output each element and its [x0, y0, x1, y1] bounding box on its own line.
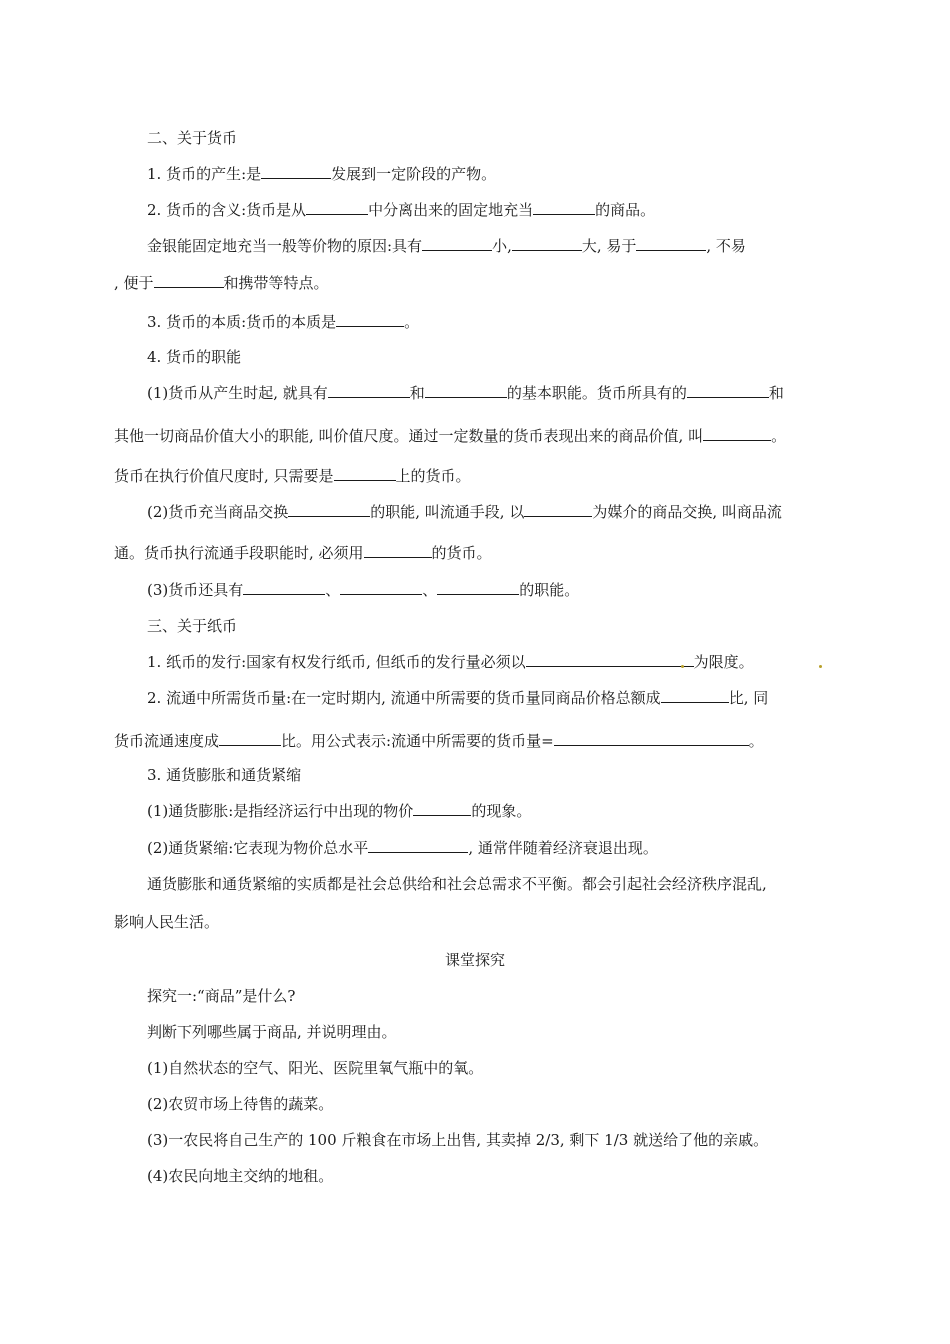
required-money-formula-line: 货币流通速度成 比。用公式表示:流通中所需要的货币量= 。 — [114, 732, 764, 750]
explore-item-1: (1)自然状态的空气、阳光、医院里氧气瓶中的氧。 — [147, 1059, 484, 1077]
blank — [243, 580, 325, 595]
blank — [512, 236, 582, 251]
other-functions-line: (3)货币还具有 、 、 的职能。 — [147, 581, 580, 599]
blank — [437, 580, 519, 595]
stray-dot — [681, 665, 684, 668]
value-measure-line: 其他一切商品价值大小的职能, 叫价值尺度。通过一定数量的货币表现出来的商品价值, 叫 。 — [114, 427, 787, 445]
gold-silver-reason-line: 金银能固定地充当一般等价物的原因:具有 小, 大, 易于 , 不易 — [147, 237, 746, 255]
blank — [368, 838, 468, 853]
explore-instruction: 判断下列哪些属于商品, 并说明理由。 — [147, 1023, 397, 1041]
blank — [306, 200, 368, 215]
basic-functions-line: (1)货币从产生时起, 就具有 和 的基本职能。货币所具有的 和 — [147, 384, 784, 402]
blank — [219, 731, 281, 746]
blank — [636, 236, 706, 251]
section-heading-paper-money: 三、关于纸币 — [147, 617, 238, 635]
explore-item-4: (4)农民向地主交纳的地租。 — [147, 1167, 334, 1185]
money-definition-line: 2. 货币的含义:货币是从 中分离出来的固定地充当 的商品。 — [147, 201, 656, 219]
blank — [661, 688, 729, 703]
money-functions-heading: 4. 货币的职能 — [147, 348, 242, 366]
value-measure-line-2: 货币在执行价值尺度时, 只需要是 上的货币。 — [114, 467, 471, 485]
blank — [524, 502, 592, 517]
blank — [526, 652, 644, 667]
blank — [413, 801, 471, 816]
explore-item-2: (2)农贸市场上待售的蔬菜。 — [147, 1095, 334, 1113]
blank — [422, 236, 492, 251]
blank — [425, 383, 507, 398]
blank — [328, 383, 410, 398]
circulation-means-line: (2)货币充当商品交换 的职能, 叫流通手段, 以 为媒介的商品交换, 叫商品流 — [147, 503, 782, 521]
blank — [644, 652, 694, 667]
deflation-line: (2)通货紧缩:它表现为物价总水平 , 通常伴随着经济衰退出现。 — [147, 839, 658, 857]
explore-question-1: 探究一:“商品”是什么? — [147, 987, 296, 1005]
blank — [336, 312, 404, 327]
section-heading-money: 二、关于货币 — [147, 129, 238, 147]
classroom-explore-title: 课堂探究 — [444, 951, 505, 969]
gold-silver-reason-line-2: , 便于 和携带等特点。 — [114, 274, 329, 292]
blank — [261, 164, 331, 179]
blank — [340, 580, 422, 595]
blank — [554, 731, 749, 746]
blank — [288, 502, 370, 517]
essence-paragraph: 通货膨胀和通货紧缩的实质都是社会总供给和社会总需求不平衡。都会引起社会经济秩序混乱, — [147, 875, 767, 893]
required-money-line: 2. 流通中所需货币量:在一定时期内, 流通中所需要的货币量同商品价格总额成 比, 同 — [147, 689, 769, 707]
essence-paragraph-2: 影响人民生活。 — [114, 913, 220, 931]
blank — [364, 543, 432, 558]
stray-dot — [819, 665, 822, 668]
inflation-line: (1)通货膨胀:是指经济运行中出现的物价 的现象。 — [147, 802, 532, 820]
blank — [533, 200, 595, 215]
blank — [154, 273, 224, 288]
circulation-means-line-2: 通。货币执行流通手段职能时, 必须用 的货币。 — [114, 544, 492, 562]
blank — [703, 426, 771, 441]
explore-item-3: (3)一农民将自己生产的 100 斤粮食在市场上出售, 其卖掉 2/3, 剩下 1/3 就送给了他的亲戚。 — [147, 1131, 769, 1149]
blank — [687, 383, 769, 398]
paper-money-issue-line: 1. 纸币的发行:国家有权发行纸币, 但纸币的发行量必须以 为限度。 — [147, 653, 754, 671]
money-essence-line: 3. 货币的本质:货币的本质是 。 — [147, 313, 420, 331]
blank — [334, 466, 396, 481]
money-origin-line: 1. 货币的产生:是 发展到一定阶段的产物。 — [147, 165, 497, 183]
inflation-deflation-heading: 3. 通货膨胀和通货紧缩 — [147, 766, 302, 784]
